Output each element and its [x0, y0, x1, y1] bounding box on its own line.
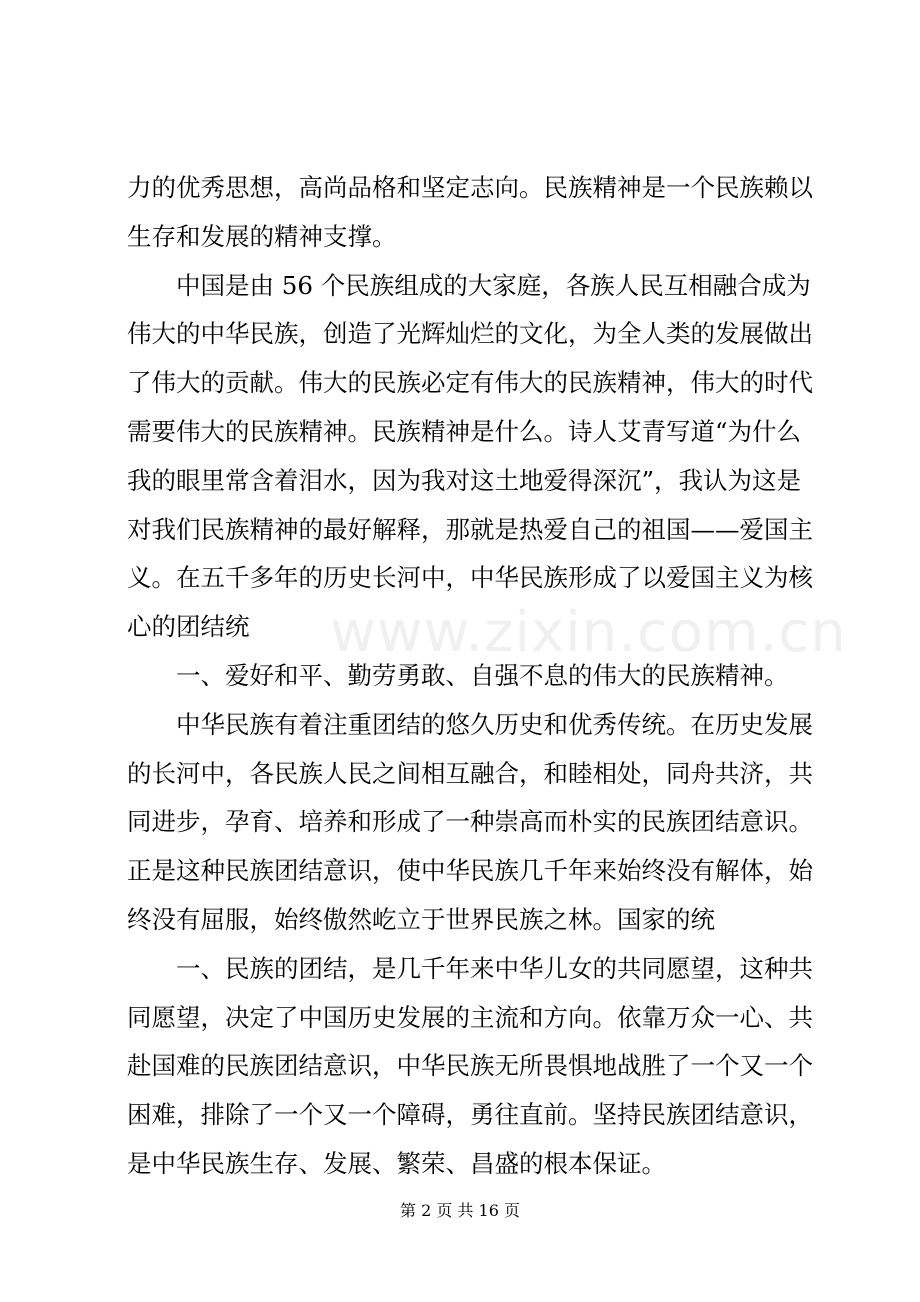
document-body — [127, 164, 813, 1189]
text-line: 赴国难的民族团结意识，中华民族无所畏惧地战胜了一个又一个 — [127, 1051, 813, 1081]
text-line: 了伟大的贡献。伟大的民族必定有伟大的民族精神，伟大的时代 — [127, 368, 813, 398]
text-line: 心的团结统 — [127, 612, 250, 642]
text-line: 一、民族的团结，是几千年来中华儿女的共同愿望，这种共 — [176, 953, 813, 983]
text-line: 我的眼里常含着泪水，因为我对这土地爱得深沉”，我认为这是 — [127, 465, 802, 495]
text-line: 需要伟大的民族精神。民族精神是什么。诗人艾青写道“为什么 — [127, 416, 802, 446]
text-line: 终没有屈服，始终傲然屹立于世界民族之林。国家的统 — [127, 904, 715, 934]
text-line: 一、爱好和平、勤劳勇敢、自强不息的伟大的民族精神。 — [176, 660, 789, 690]
text-line: 生存和发展的精神支撑。 — [127, 221, 397, 251]
text-line: 的长河中，各民族人民之间相互融合，和睦相处，同舟共济，共 — [127, 758, 813, 788]
text-line: 伟大的中华民族，创造了光辉灿烂的文化，为全人类的发展做出 — [127, 319, 813, 349]
text-line: 义。在五千多年的历史长河中，中华民族形成了以爱国主义为核 — [127, 563, 813, 593]
watermark: www.zixin.com.cn — [330, 600, 847, 665]
text-line: 同愿望，决定了中国历史发展的主流和方向。依靠万众一心、共 — [127, 1002, 813, 1032]
text-line: 是中华民族生存、发展、繁荣、昌盛的根本保证。 — [127, 1148, 666, 1178]
page-number-footer: 第 2 页 共 16 页 — [400, 1201, 520, 1220]
text-line: 同进步，孕育、培养和形成了一种崇高而朴实的民族团结意识。 — [127, 807, 813, 837]
text-line: 正是这种民族团结意识，使中华民族几千年来始终没有解体，始 — [127, 856, 813, 886]
text-line: 力的优秀思想，高尚品格和坚定志向。民族精神是一个民族赖以 — [127, 173, 813, 202]
text-line: 中国是由 56 个民族组成的大家庭，各族人民互相融合成为 — [176, 270, 811, 300]
text-line: 对我们民族精神的最好解释，那就是热爱自己的祖国——爱国主 — [127, 514, 813, 544]
text-line: 中华民族有着注重团结的悠久历史和优秀传统。在历史发展 — [176, 709, 813, 739]
text-line: 困难，排除了一个又一个障碍，勇往直前。坚持民族团结意识， — [127, 1100, 813, 1130]
